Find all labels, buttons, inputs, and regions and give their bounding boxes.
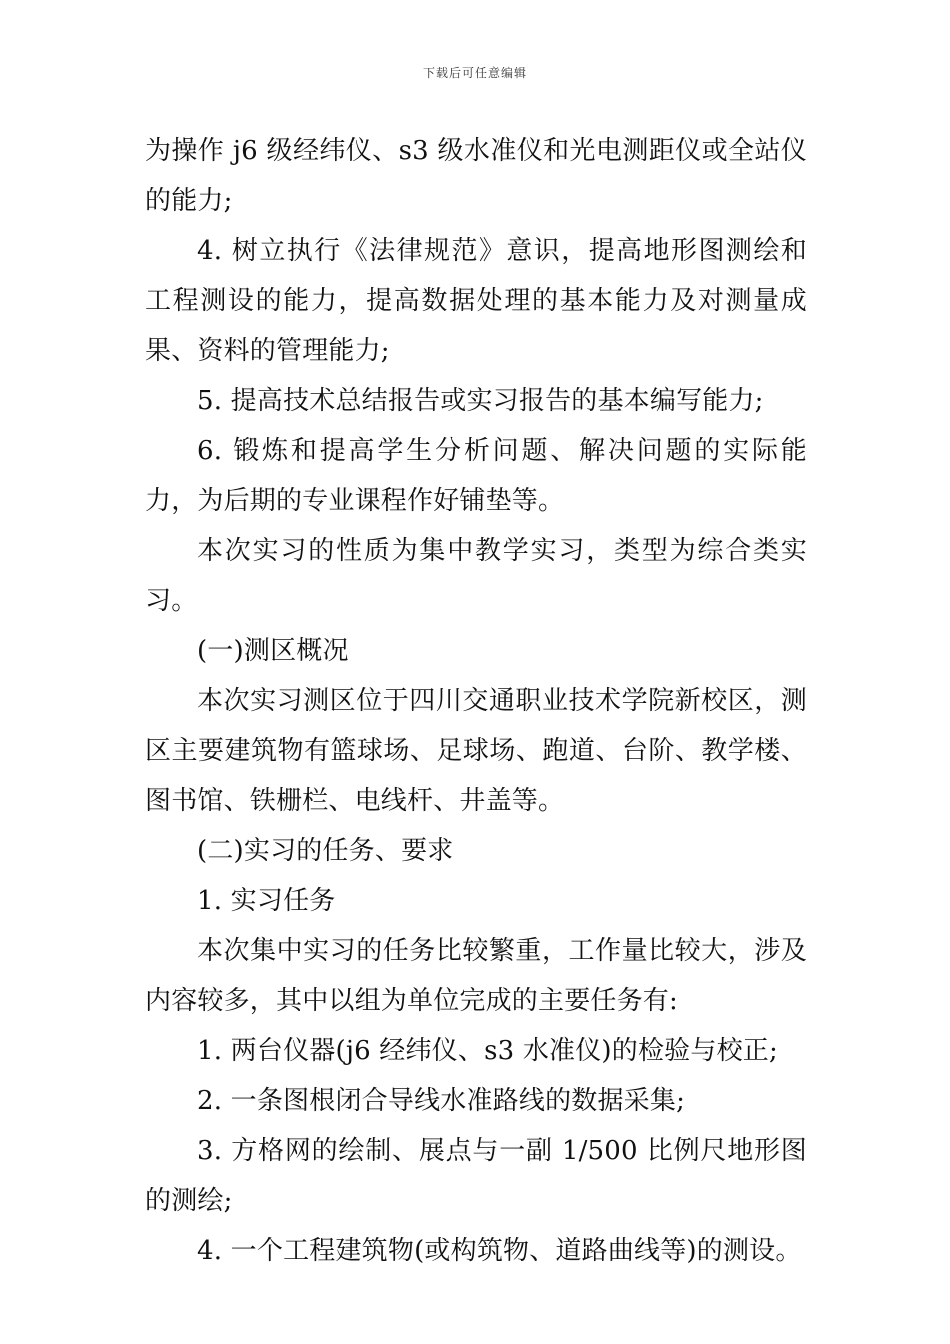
- task-item-4: 4. 一个工程建筑物(或构筑物、道路曲线等)的测设。: [197, 1236, 802, 1266]
- paragraph-4: 6. 锻炼和提高学生分析问题、解决问题的实际能力，为后期的专业课程作好铺垫等。: [145, 436, 807, 516]
- paragraph-3: 5. 提高技术总结报告或实习报告的基本编写能力;: [197, 386, 764, 416]
- paragraph-5: 本次实习的性质为集中教学实习，类型为综合类实习。: [145, 536, 807, 616]
- section-heading-tasks: (二)实习的任务、要求: [197, 836, 454, 866]
- task-item-2: 2. 一条图根闭合导线水准路线的数据采集;: [197, 1086, 686, 1116]
- page-header: 下载后可任意编辑: [422, 66, 527, 80]
- paragraph-7: 本次实习测区位于四川交通职业技术学院新校区，测区主要建筑物有篮球场、足球场、跑道、台阶、教学楼、图书馆、铁栅栏、电线杆、井盖等。: [145, 686, 807, 816]
- task-item-3: 3. 方格网的绘制、展点与一副 1/500 比例尺地形图的测绘;: [145, 1136, 807, 1216]
- paragraph-2: 4. 树立执行《法律规范》意识，提高地形图测绘和工程测设的能力，提高数据处理的基本能力及对测量成果、资料的管理能力;: [145, 236, 807, 366]
- subheading-tasks: 1. 实习任务: [197, 886, 336, 916]
- task-item-1: 1. 两台仪器(j6 经纬仪、s3 水准仪)的检验与校正;: [197, 1036, 778, 1066]
- section-heading-survey-area: (一)测区概况: [197, 636, 349, 666]
- paragraph-1: 为操作 j6 级经纬仪、s3 级水准仪和光电测距仪或全站仪的能力;: [145, 136, 807, 216]
- document-body: [145, 126, 807, 1276]
- paragraph-10: 本次集中实习的任务比较繁重，工作量比较大，涉及内容较多，其中以组为单位完成的主要任务有:: [145, 936, 807, 1016]
